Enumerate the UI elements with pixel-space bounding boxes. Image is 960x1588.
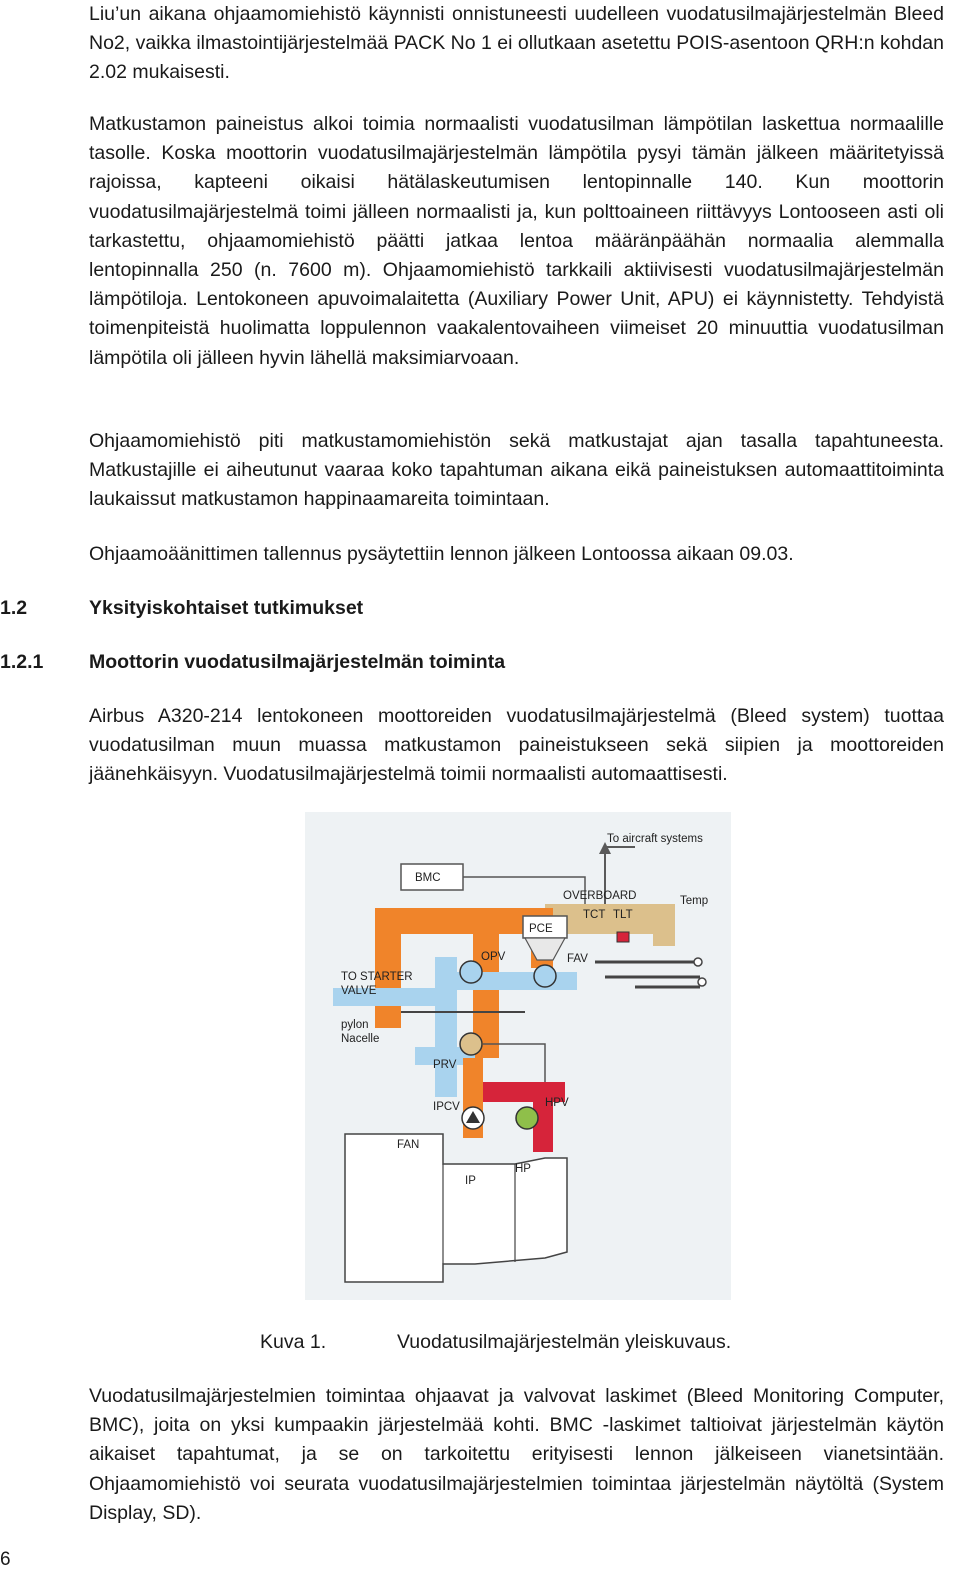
label-starter-1: TO STARTER bbox=[341, 971, 413, 983]
paragraph-1: Liu’un aikana ohjaamomiehistö käynnisti onnistuneesti uudelleen vuodatusilmajärjestelmän Bleed No2, vaikka ilmastointijärjestelmää PACK No 1 ei ollutkaan asetettu POIS-asentoon QRH:n kohdan 2.02 mukaisesti. bbox=[89, 3, 944, 84]
paragraph-3: Ohjaamomiehistö piti matkustamomiehistön sekä matkustajat ajan tasalla tapahtuneesta. Matkustajille ei aiheutunut vaaraa koko tapahtuman aikana eikä paineistuksen automaattitoiminta laukaissut matkustamon happinaamareita toimintaan. bbox=[89, 430, 944, 511]
blue-duct-vertical bbox=[435, 957, 457, 1097]
paragraph-4: Ohjaamoäänittimen tallennus pysäytettiin lennon jälkeen Lontoossa aikaan 09.03. bbox=[89, 543, 794, 565]
label-nacelle: Nacelle bbox=[341, 1033, 380, 1045]
heading-text: Moottorin vuodatusilmajärjestelmän toiminta bbox=[89, 651, 506, 673]
prv-valve-icon bbox=[460, 1033, 482, 1055]
label-hpv: HPV bbox=[545, 1097, 569, 1109]
label-hp: HP bbox=[515, 1163, 531, 1175]
label-pce: PCE bbox=[529, 923, 553, 935]
label-pylon: pylon bbox=[341, 1019, 369, 1031]
heading-number: 1.2 bbox=[0, 597, 28, 619]
paragraph-2: Matkustamon paineistus alkoi toimia normaalisti vuodatusilman lämpötilan laskettua normaalille tasolle. Koska moottorin vuodatusilmajärjestelmän lämpötila pysyi tämän jälkeen määritetyissä rajoissa, kapteeni oikaisi hätälaskeutumisen lentopinnalle 140. Kun moottorin vuodatusilmajärjestelmä toimi jälleen normaalisti ja, kun polttoaineen riittävyys Lontooseen asti oli tarkastettu, ohjaamomiehistö päätti jatkaa lentoa määränpäähän normaalia alemmalla lentopinnalla 250 (n. 7600 m). Ohjaamomiehistö tarkkaili aktiivisesti vuodatusilmajärjestelmän lämpötiloja. Lentokoneen apuvoimalaitetta (Auxiliary Power Unit, APU) ei käynnistetty. Tehdyistä toimenpiteistä huolimatta loppulennon vaakalentovaiheen viimeiset 20 minuuttia vuodatusilman lämpötila oli jälleen hyvin lähellä maksimiarvoaan. bbox=[89, 113, 944, 369]
temp-sensor-icon bbox=[617, 932, 629, 942]
label-bmc: BMC bbox=[415, 872, 441, 884]
label-to-aircraft: To aircraft systems bbox=[607, 833, 703, 845]
label-ip: IP bbox=[465, 1175, 476, 1187]
label-prv: PRV bbox=[433, 1059, 457, 1071]
tan-duct-vertical bbox=[653, 904, 675, 946]
label-ipcv: IPCV bbox=[433, 1101, 460, 1113]
label-temp: Temp bbox=[680, 895, 709, 907]
orange-duct-left bbox=[375, 908, 401, 1028]
caption-label: Kuva 1. bbox=[260, 1331, 327, 1353]
caption-text: Vuodatusilmajärjestelmän yleiskuvaus. bbox=[397, 1331, 732, 1353]
label-starter-2: VALVE bbox=[341, 985, 377, 997]
fav-valve-icon bbox=[534, 965, 556, 987]
label-fav: FAV bbox=[567, 953, 588, 965]
label-opv: OPV bbox=[481, 951, 506, 963]
heading-text: Yksityiskohtaiset tutkimukset bbox=[89, 597, 364, 619]
label-fan: FAN bbox=[397, 1139, 420, 1151]
page-number: 6 bbox=[0, 1549, 11, 1570]
label-tlt: TLT bbox=[613, 909, 633, 921]
label-overboard: OVERBOARD bbox=[563, 890, 637, 902]
paragraph-bleed-system: Airbus A320-214 lentokoneen moottoreiden vuodatusilmajärjestelmä (Bleed system) tuottaa vuodatusilman muun muassa matkustamon paineistukseen sekä siipien ja moottoreiden jäänehkäisyyn. Vuodatusilmajärjestelmä toimii normaalisti automaattisesti. bbox=[89, 705, 944, 786]
connector-icon bbox=[694, 958, 702, 966]
label-tct: TCT bbox=[583, 909, 606, 921]
bleed-system-diagram bbox=[305, 812, 731, 1300]
opv-valve-icon bbox=[460, 961, 482, 983]
paragraph-bmc: Vuodatusilmajärjestelmien toimintaa ohjaavat ja valvovat laskimet (Bleed Monitoring Computer, BMC), joita on yksi kumpaakin järjestelmää kohti. BMC -laskimet taltioivat järjestelmän käytön aikaiset tapahtumat, ja se on tarkoitettu erityisesti lennon jälkeiseen vianetsintään. Ohjaamomiehistö voi seurata vuodatusilmajärjestelmien toimintaa järjestelmän näytöltä (System Display, SD). bbox=[89, 1385, 944, 1524]
hpv-valve-icon bbox=[516, 1107, 538, 1129]
heading-number: 1.2.1 bbox=[0, 651, 44, 673]
connector-icon bbox=[698, 978, 706, 986]
